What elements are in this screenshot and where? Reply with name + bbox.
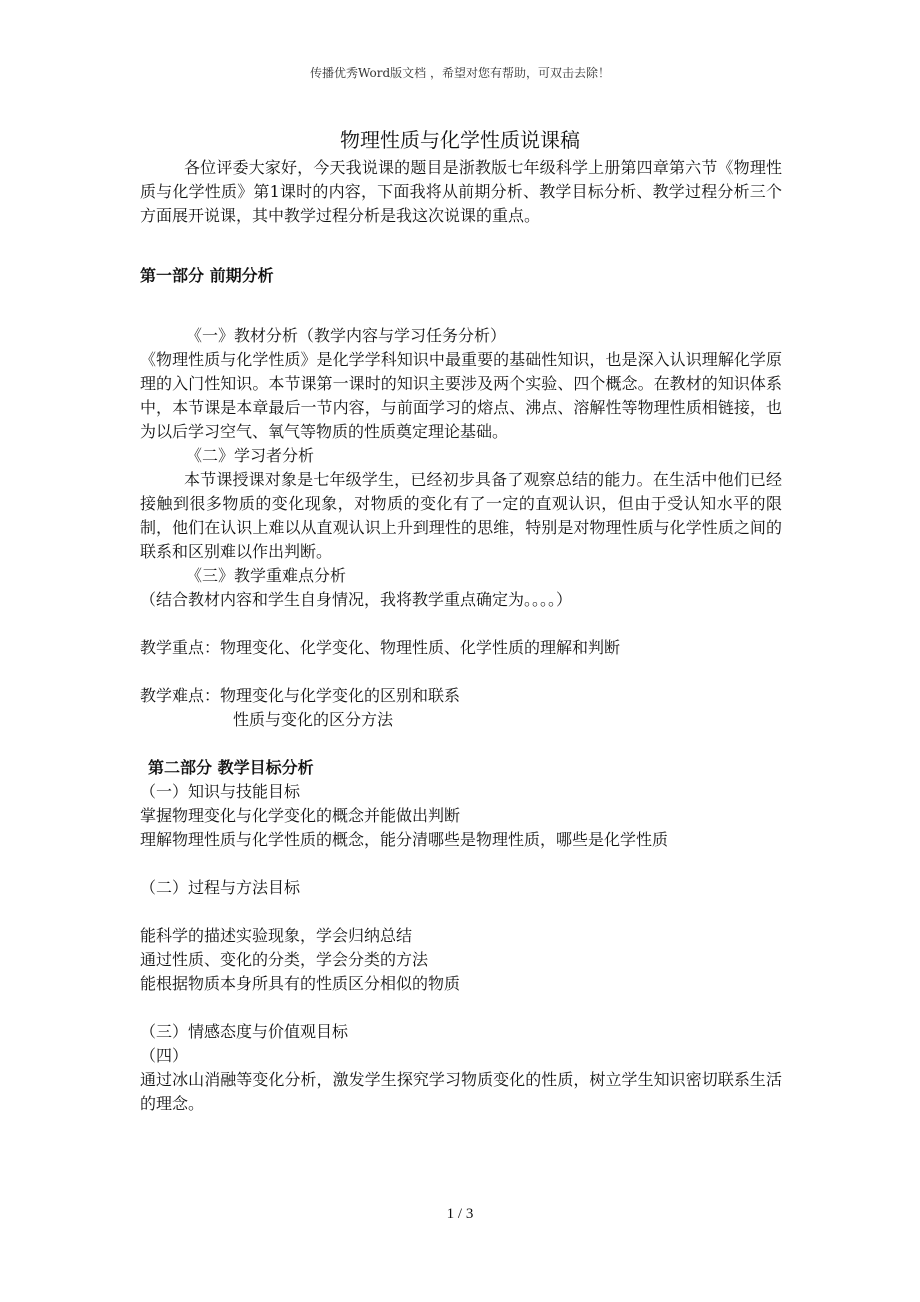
goal4-title: （四）	[140, 1046, 189, 1065]
goal1-item: 理解物理性质与化学性质的概念，能分清哪些是物理性质，哪些是化学性质	[140, 830, 669, 849]
goal1-title: （一）知识与技能目标	[140, 782, 301, 801]
part1-heading: 第一部分 前期分析	[140, 266, 274, 285]
goal2-title: （二）过程与方法目标	[140, 878, 301, 897]
document-body	[140, 156, 782, 1116]
section3-body: （结合教材内容和学生自身情况，我将教学重点确定为。。。。）	[140, 590, 573, 609]
goal3-title: （三）情感态度与价值观目标	[140, 1022, 349, 1041]
section1-title: 《一》教材分析（教学内容与学习任务分析）	[186, 326, 507, 345]
section1-body: 《物理性质与化学性质》是化学学科知识中最重要的基础性知识，也是深入认识理解化学原理的入门性知识。本节课第一课时的知识主要涉及两个实验、四个概念。在教材的知识体系中，本节课是本章最后一节内容，与前面学习的熔点、沸点、溶解性等物理性质相链接，也为以后学习空气、氧气等物质的性质奠定理论基础。	[140, 350, 782, 441]
header-note: 传播优秀Word版文档 ，希望对您有帮助，可双击去除！	[310, 66, 610, 80]
section2-title: 《二》学习者分析	[186, 446, 315, 465]
goal2-item: 能科学的描述实验现象，学会归纳总结	[140, 926, 413, 945]
page-number: 1 / 3	[446, 1206, 474, 1222]
key-points: 教学重点：物理变化、化学变化、物理性质、化学性质的理解和判断	[140, 638, 621, 657]
goal2-item: 能根据物质本身所具有的性质区分相似的物质	[140, 974, 461, 993]
section2-body: 本节课授课对象是七年级学生，已经初步具备了观察总结的能力。在生活中他们已经接触到很多物质的变化现象，对物质的变化有了一定的直观认识，但由于受认知水平的限制，他们在认识上难以从直观认识上升到理性的思维，特别是对物理性质与化学性质之间的联系和区别难以作出判断。	[140, 470, 782, 561]
intro-paragraph: 各位评委大家好，今天我说课的题目是浙教版七年级科学上册第四章第六节《物理性质与化学性质》第1课时的内容，下面我将从前期分析、教学目标分析、教学过程分析三个方面展开说课，其中教学过程分析是我这次说课的重点。	[140, 158, 782, 225]
difficulty-2: 性质与变化的区分方法	[233, 710, 394, 729]
part2-heading: 第二部分 教学目标分析	[148, 758, 314, 777]
goal1-item: 掌握物理变化与化学变化的概念并能做出判断	[140, 806, 461, 825]
document-title: 物理性质与化学性质说课稿	[340, 128, 580, 152]
goal2-item: 通过性质、变化的分类，学会分类的方法	[140, 950, 429, 969]
goal3-body: 通过冰山消融等变化分析，激发学生探究学习物质变化的性质，树立学生知识密切联系生活的理念。	[140, 1070, 782, 1113]
section3-title: 《三》教学重难点分析	[186, 566, 347, 585]
difficulty-1: 教学难点：物理变化与化学变化的区别和联系	[140, 686, 461, 705]
